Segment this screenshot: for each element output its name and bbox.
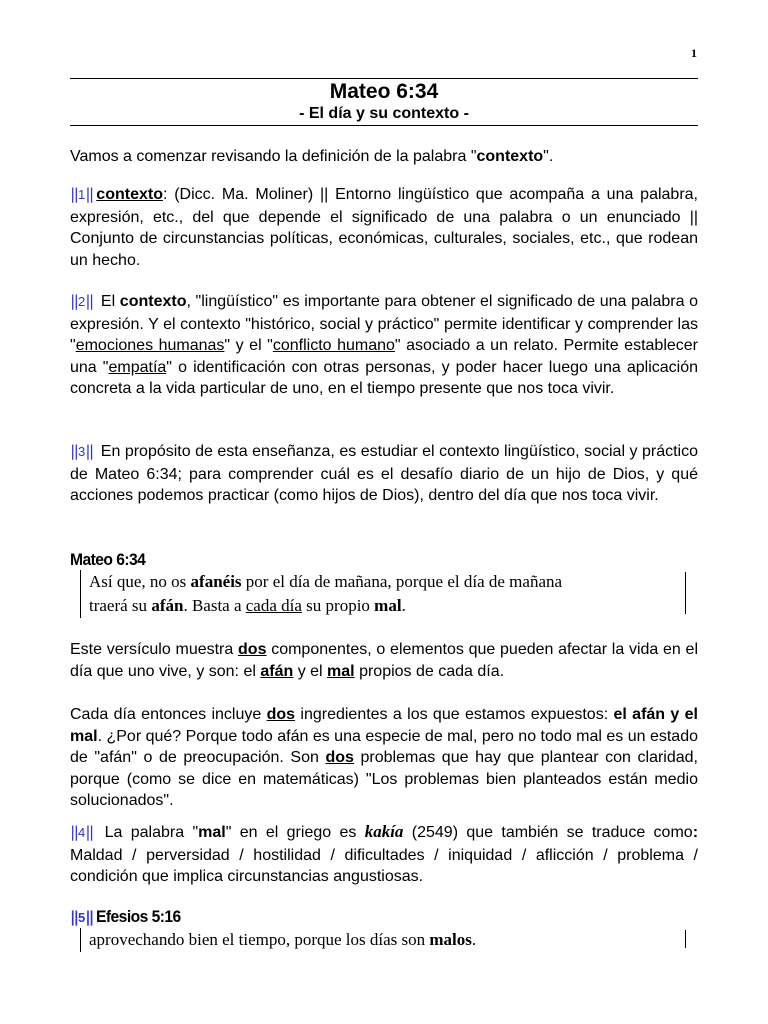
paragraph-3: ‖3‖ En propósito de esta enseñanza, es estudiar el contexto lingüístico, social y práctico de Mateo 6:34; para comprender cuál es el desafío diario de un hijo de Dios, y qué acciones podemos practicar (como hijos de Dios), dentro del día que nos toca vivir. — [70, 443, 698, 504]
paragraph-marker-5: ‖5‖ — [70, 910, 94, 927]
paragraph-marker-3: ‖3‖ — [70, 444, 94, 461]
underlined-emociones: emociones humanas — [75, 337, 225, 354]
page-subtitle: - El día y su contexto - — [299, 105, 469, 122]
underlined-empatia: empatía — [108, 358, 167, 376]
paragraph-marker-1: ‖1‖ — [70, 187, 94, 204]
title-bottom-rule — [70, 125, 698, 126]
verse-right-bar-2 — [685, 930, 686, 948]
defined-term: contexto — [96, 186, 163, 203]
paragraph-2: ‖2‖ El contexto, "lingüístico" es importante para obtener el significado de una palabra o expresión. Y el contexto "histórico, social y práctico" permite identificar y comprender las "emociones humanas" y el "conflicto humano" asociado a un relato. Permite establecer una "empatía" o identificación con otras personas, y poder hacer luego una aplicación concreta a la vida particular de uno, en el tiempo presente que nos toca vivir. — [70, 293, 698, 397]
heading-efesios: ‖5‖ Efesios 5:16 — [70, 907, 181, 927]
paragraph-marker-4: ‖4‖ — [70, 825, 94, 842]
paragraph-4: Este versículo muestra dos componentes, o elementos que pueden afectar la vida en el día que uno vive, y son: el afán y el mal propios de cada día. — [70, 641, 699, 680]
title-block — [70, 80, 698, 123]
underlined-conflicto: conflicto humano — [272, 337, 395, 354]
verse-mateo-6-34: Así que, no os afanéis por el día de mañana, porque el día de mañana traerá su afán. Basta a cada día su propio mal. — [80, 570, 693, 618]
greek-term: kakía — [364, 822, 404, 841]
title-top-rule — [70, 78, 698, 79]
verse-right-bar — [685, 572, 686, 614]
paragraph-marker-2: ‖2‖ — [70, 294, 94, 311]
paragraph-6: ‖4‖ La palabra "mal" en el griego es kakía (2549) que también se traduce como: Maldad / perversidad / hostilidad / dificultades / iniquidad / aflicción / problema / condición que implica circunstancias angustiosas. — [70, 822, 699, 885]
verse-efesios-5-16: aprovechando bien el tiempo, porque los días son malos. — [80, 928, 693, 952]
intro-paragraph: Vamos a comenzar revisando la definición de la palabra "contexto". — [70, 148, 554, 165]
intro-term: contexto — [476, 148, 544, 165]
heading-mateo: Mateo 6:34 — [70, 550, 146, 569]
paragraph-1: ‖1‖ contexto: (Dicc. Ma. Moliner) || Entorno lingüístico que acompaña a una palabra, expresión, etc., del que depende el significado de una palabra o un enunciado || Conjunto de circunstancias políticas, económicas, culturales, sociales, etc., que rodean un hecho. — [70, 186, 698, 269]
paragraph-5: Cada día entonces incluye dos ingredientes a los que estamos expuestos: el afán y el mal. ¿Por qué? Porque todo afán es una especie de mal, pero no todo mal es un estado de "afán" o de preocupación. Son dos problemas que hay que plantear con claridad, porque (como se dice en matemáticas) "Los problemas bien planteados están medio solucionados". — [70, 706, 699, 809]
page-title: Mateo 6:34 — [329, 80, 439, 103]
page-number: 1 — [691, 46, 697, 60]
